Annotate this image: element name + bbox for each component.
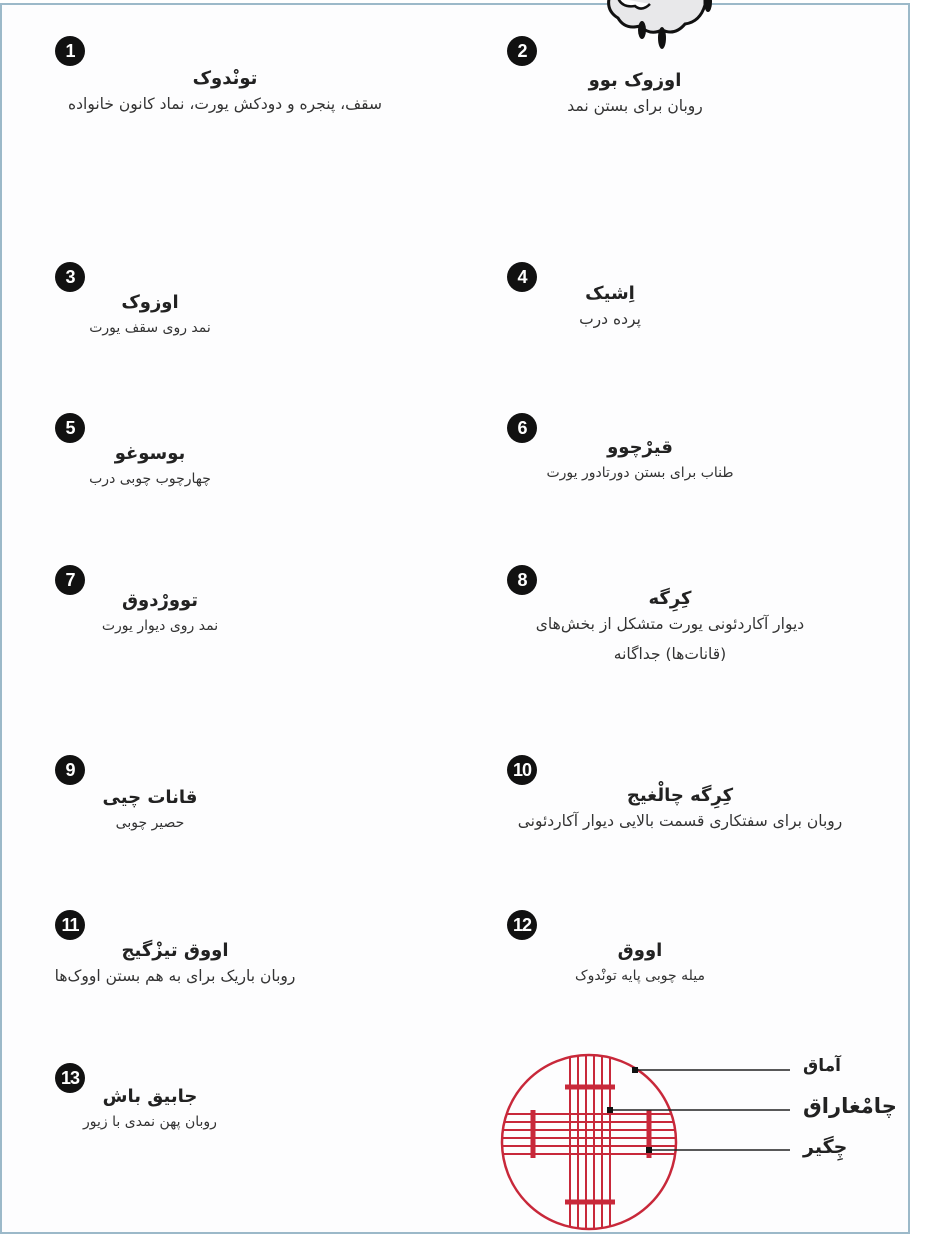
item-description: چهارچوب چوبی درب xyxy=(89,471,211,487)
item-badge-13: 13 xyxy=(55,1063,85,1093)
glossary-item-6 xyxy=(530,437,750,488)
item-badge-1: 1 xyxy=(55,36,85,66)
item-badge-6: 6 xyxy=(507,413,537,443)
item-title: اووق تیزْگیج xyxy=(121,940,229,961)
item-title: جابیق باش xyxy=(102,1086,198,1107)
glossary-item-1 xyxy=(40,68,410,119)
item-title: بوسوغو xyxy=(114,443,186,464)
glossary-item-10 xyxy=(500,785,860,836)
item-description: پرده درب xyxy=(579,310,641,328)
item-description: سقف، پنجره و دودکش یورت، نماد کانون خانواده xyxy=(67,95,382,113)
glossary-item-4 xyxy=(540,283,680,334)
item-title: اِشیک xyxy=(585,283,635,304)
item-title: اوزوک xyxy=(121,292,179,313)
item-title: اووق xyxy=(617,940,663,961)
item-description: حصیر چوبی xyxy=(115,815,185,831)
item-badge-3: 3 xyxy=(55,262,85,292)
item-title: کِرِگه xyxy=(648,588,692,609)
diagram-label-amaq: آماق xyxy=(803,1056,841,1076)
item-description: نمد روی سقف یورت xyxy=(89,320,211,336)
item-badge-5: 5 xyxy=(55,413,85,443)
glossary-item-2 xyxy=(520,70,750,121)
glossary-item-8 xyxy=(505,588,835,669)
item-description: روبان باریک برای به هم بستن اووک‌ها xyxy=(54,967,296,985)
glossary-item-13 xyxy=(70,1086,230,1137)
tunduk-diagram xyxy=(498,1050,898,1237)
item-badge-11: 11 xyxy=(55,910,85,940)
item-title: کِرِگه چالْغیج xyxy=(626,785,734,806)
item-description: نمد روی دیوار یورت xyxy=(101,618,219,634)
diagram-label-chamgharaq: چامْغاراق xyxy=(803,1094,897,1118)
item-description: روبان پهن نمدی با زیور xyxy=(83,1114,217,1130)
item-description: روبان برای بستن نمد xyxy=(567,97,703,115)
item-title: قیرْچوو xyxy=(607,437,673,458)
item-badge-12: 12 xyxy=(507,910,537,940)
item-description: طناب برای بستن دورتادور یورت xyxy=(546,465,734,481)
glossary-item-11 xyxy=(20,940,330,991)
item-title: اوزوک بوو xyxy=(588,70,682,91)
item-badge-4: 4 xyxy=(507,262,537,292)
sheep-illustration-icon xyxy=(600,0,720,50)
item-title: تونْدوک xyxy=(192,68,258,89)
glossary-item-5 xyxy=(60,443,240,494)
item-description: روبان برای سفتکاری قسمت بالایی دیوار آکاردئونی xyxy=(517,812,843,830)
item-badge-7: 7 xyxy=(55,565,85,595)
item-title: قانات چیی xyxy=(102,787,198,808)
item-badge-10: 10 xyxy=(507,755,537,785)
glossary-item-12 xyxy=(560,940,720,991)
item-badge-9: 9 xyxy=(55,755,85,785)
item-description: میله چوبی پایه تونْدوک xyxy=(575,968,705,984)
glossary-item-9 xyxy=(80,787,220,838)
glossary-item-3 xyxy=(50,292,250,343)
item-badge-2: 2 xyxy=(507,36,537,66)
glossary-item-7 xyxy=(60,590,260,641)
diagram-label-chegir: چِگیر xyxy=(803,1136,848,1158)
item-badge-8: 8 xyxy=(507,565,537,595)
item-title: توورْدوق xyxy=(121,590,199,611)
item-description: دیوار آکاردئونی یورت متشکل از بخش‌های (قانات‌ها) جداگانه xyxy=(535,615,805,663)
